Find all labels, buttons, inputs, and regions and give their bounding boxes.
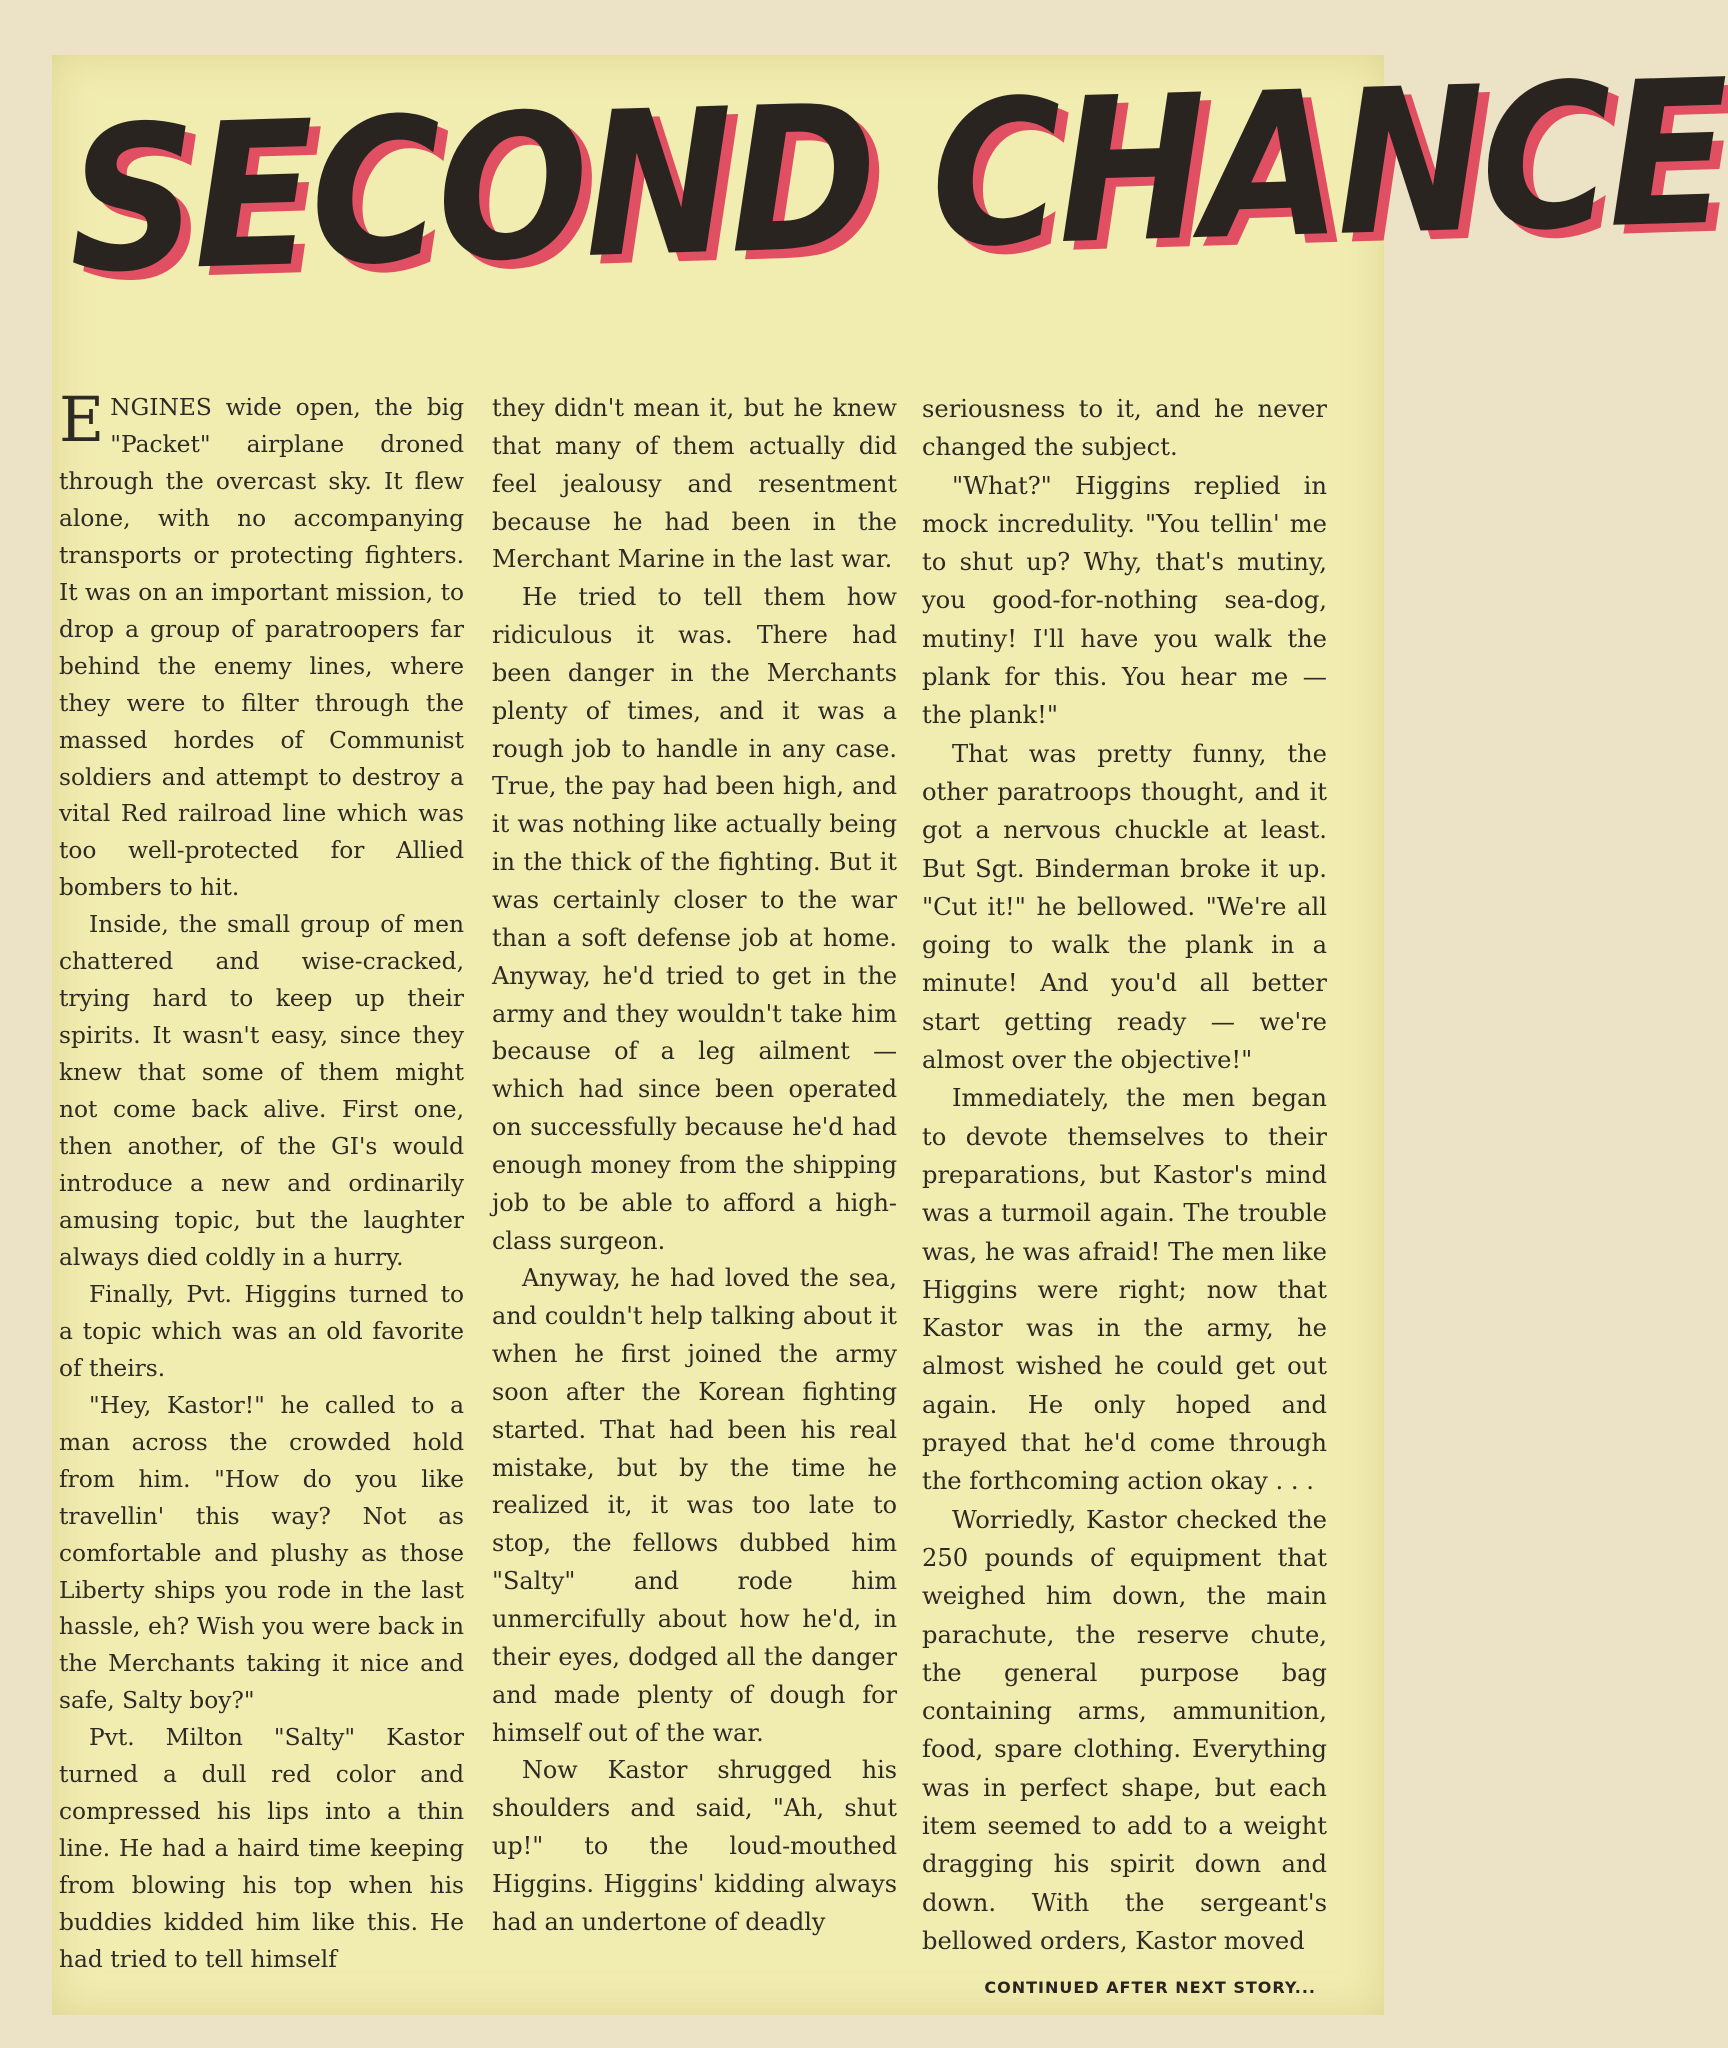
paragraph: He tried to tell them how ridiculous it was. There had been danger in the Merchants plenty of times, and it was a rough job to handle in any case. True, the pay had been high, and it was nothing like actually being in the thick of the fighting. But it was certainly closer to the war than a soft defense job at home. Anyway, he'd tried to get in the army and they wouldn't take him because of a leg ailment — which had since been operated on successfully because he'd had enough money from the shipping job to be able to afford a high-class surgeon. bbox=[492, 583, 897, 1255]
paragraph-text: NGINES wide open, the big "Packet" airplane droned through the overcast sky. It flew alone, with no accompanying transports or protecting fighters. It was on an important mission, to drop a group of paratroopers far behind the enemy lines, where they were to filter through the massed hordes of Communist soldiers and attempt to destroy a vital Red railroad line which was too well-protected for Allied bombers to hit. bbox=[59, 394, 464, 902]
paragraph: Inside, the small group of men chattered and wise-cracked, trying hard to keep up their spirits. It wasn't easy, since they knew that some of them might not come back alive. First one, then another, of the GI's would introduce a new and ordinarily amusing topic, but the laughter always died coldly in a hurry. bbox=[59, 911, 464, 1271]
paragraph: Anyway, he had loved the sea, and couldn't help talking about it when he first joined the army soon after the Korean fighting started. That had been his real mistake, but by the time he realized it, it was too late to stop, the fellows dubbed him "Salty" and rode him unmercifully about how he'd, in their eyes, dodged all the danger and made plenty of dough for himself out of the war. bbox=[492, 1264, 897, 1747]
paragraph: Finally, Pvt. Higgins turned to a topic which was an old favorite of theirs. bbox=[59, 1280, 464, 1382]
paragraph: they didn't mean it, but he knew that many of them actually did feel jealousy and resentment because he had been in the Merchant Marine in the last war. bbox=[492, 394, 897, 574]
text-column-2 bbox=[492, 390, 897, 1942]
paragraph: Immediately, the men began to devote themselves to their preparations, but Kastor's mind was a turmoil again. The trouble was, he was afraid! The men like Higgins were right; now that Kastor was in the army, he almost wished he could get out again. He only hoped and prayed that he'd come through the forthcoming action okay . . . bbox=[922, 1084, 1327, 1496]
paragraph: Pvt. Milton "Salty" Kastor turned a dull red color and compressed his lips into a thin line. He had a haird time keeping from blowing his top when his buddies kidded him like this. He had tried to tell himself bbox=[59, 1724, 464, 1974]
paragraph: "What?" Higgins replied in mock incredulity. "You tellin' me to shut up? Why, that's mutiny, you good-for-nothing sea-dog, mutiny! I'll have you walk the plank for this. You hear me — the plank!" bbox=[922, 471, 1327, 730]
paragraph: Now Kastor shrugged his shoulders and said, "Ah, shut up!" to the loud-mouthed Higgins. Higgins' kidding always had an undertone of deadly bbox=[492, 1756, 897, 1936]
story-title: SECOND CHANCE bbox=[66, 36, 1728, 318]
paragraph: seriousness to it, and he never changed the subject. bbox=[922, 395, 1327, 462]
paragraph: That was pretty funny, the other paratroops thought, and it got a nervous chuckle at least. But Sgt. Binderman broke it up. "Cut it!" he bellowed. "We're all going to walk the plank in a minute! And you'd all better start getting ready — we're almost over the objective!" bbox=[922, 739, 1327, 1075]
title-banner bbox=[66, 36, 1728, 353]
text-column-1 bbox=[59, 383, 464, 1979]
continued-note: CONTINUED AFTER NEXT STORY... bbox=[984, 1978, 1316, 1997]
drop-cap: E bbox=[59, 383, 105, 456]
text-column-3 bbox=[922, 390, 1327, 1960]
paragraph: "Hey, Kastor!" he called to a man across the crowded hold from him. "How do you like travellin' this way? Not as comfortable and plushy as those Liberty ships you rode in the last hassle, eh? Wish you were back in the Merchants taking it nice and safe, Salty boy?" bbox=[59, 1391, 464, 1715]
story-page bbox=[52, 36, 1728, 2015]
paragraph bbox=[59, 383, 464, 907]
paragraph: Worriedly, Kastor checked the 250 pounds of equipment that weighed him down, the main parachute, the reserve chute, the general purpose bag containing arms, ammunition, food, spare clothing. Everything was in perfect shape, but each item seemed to add to a weight dragging his spirit down and down. With the sergeant's bellowed orders, Kastor moved bbox=[922, 1505, 1327, 1955]
